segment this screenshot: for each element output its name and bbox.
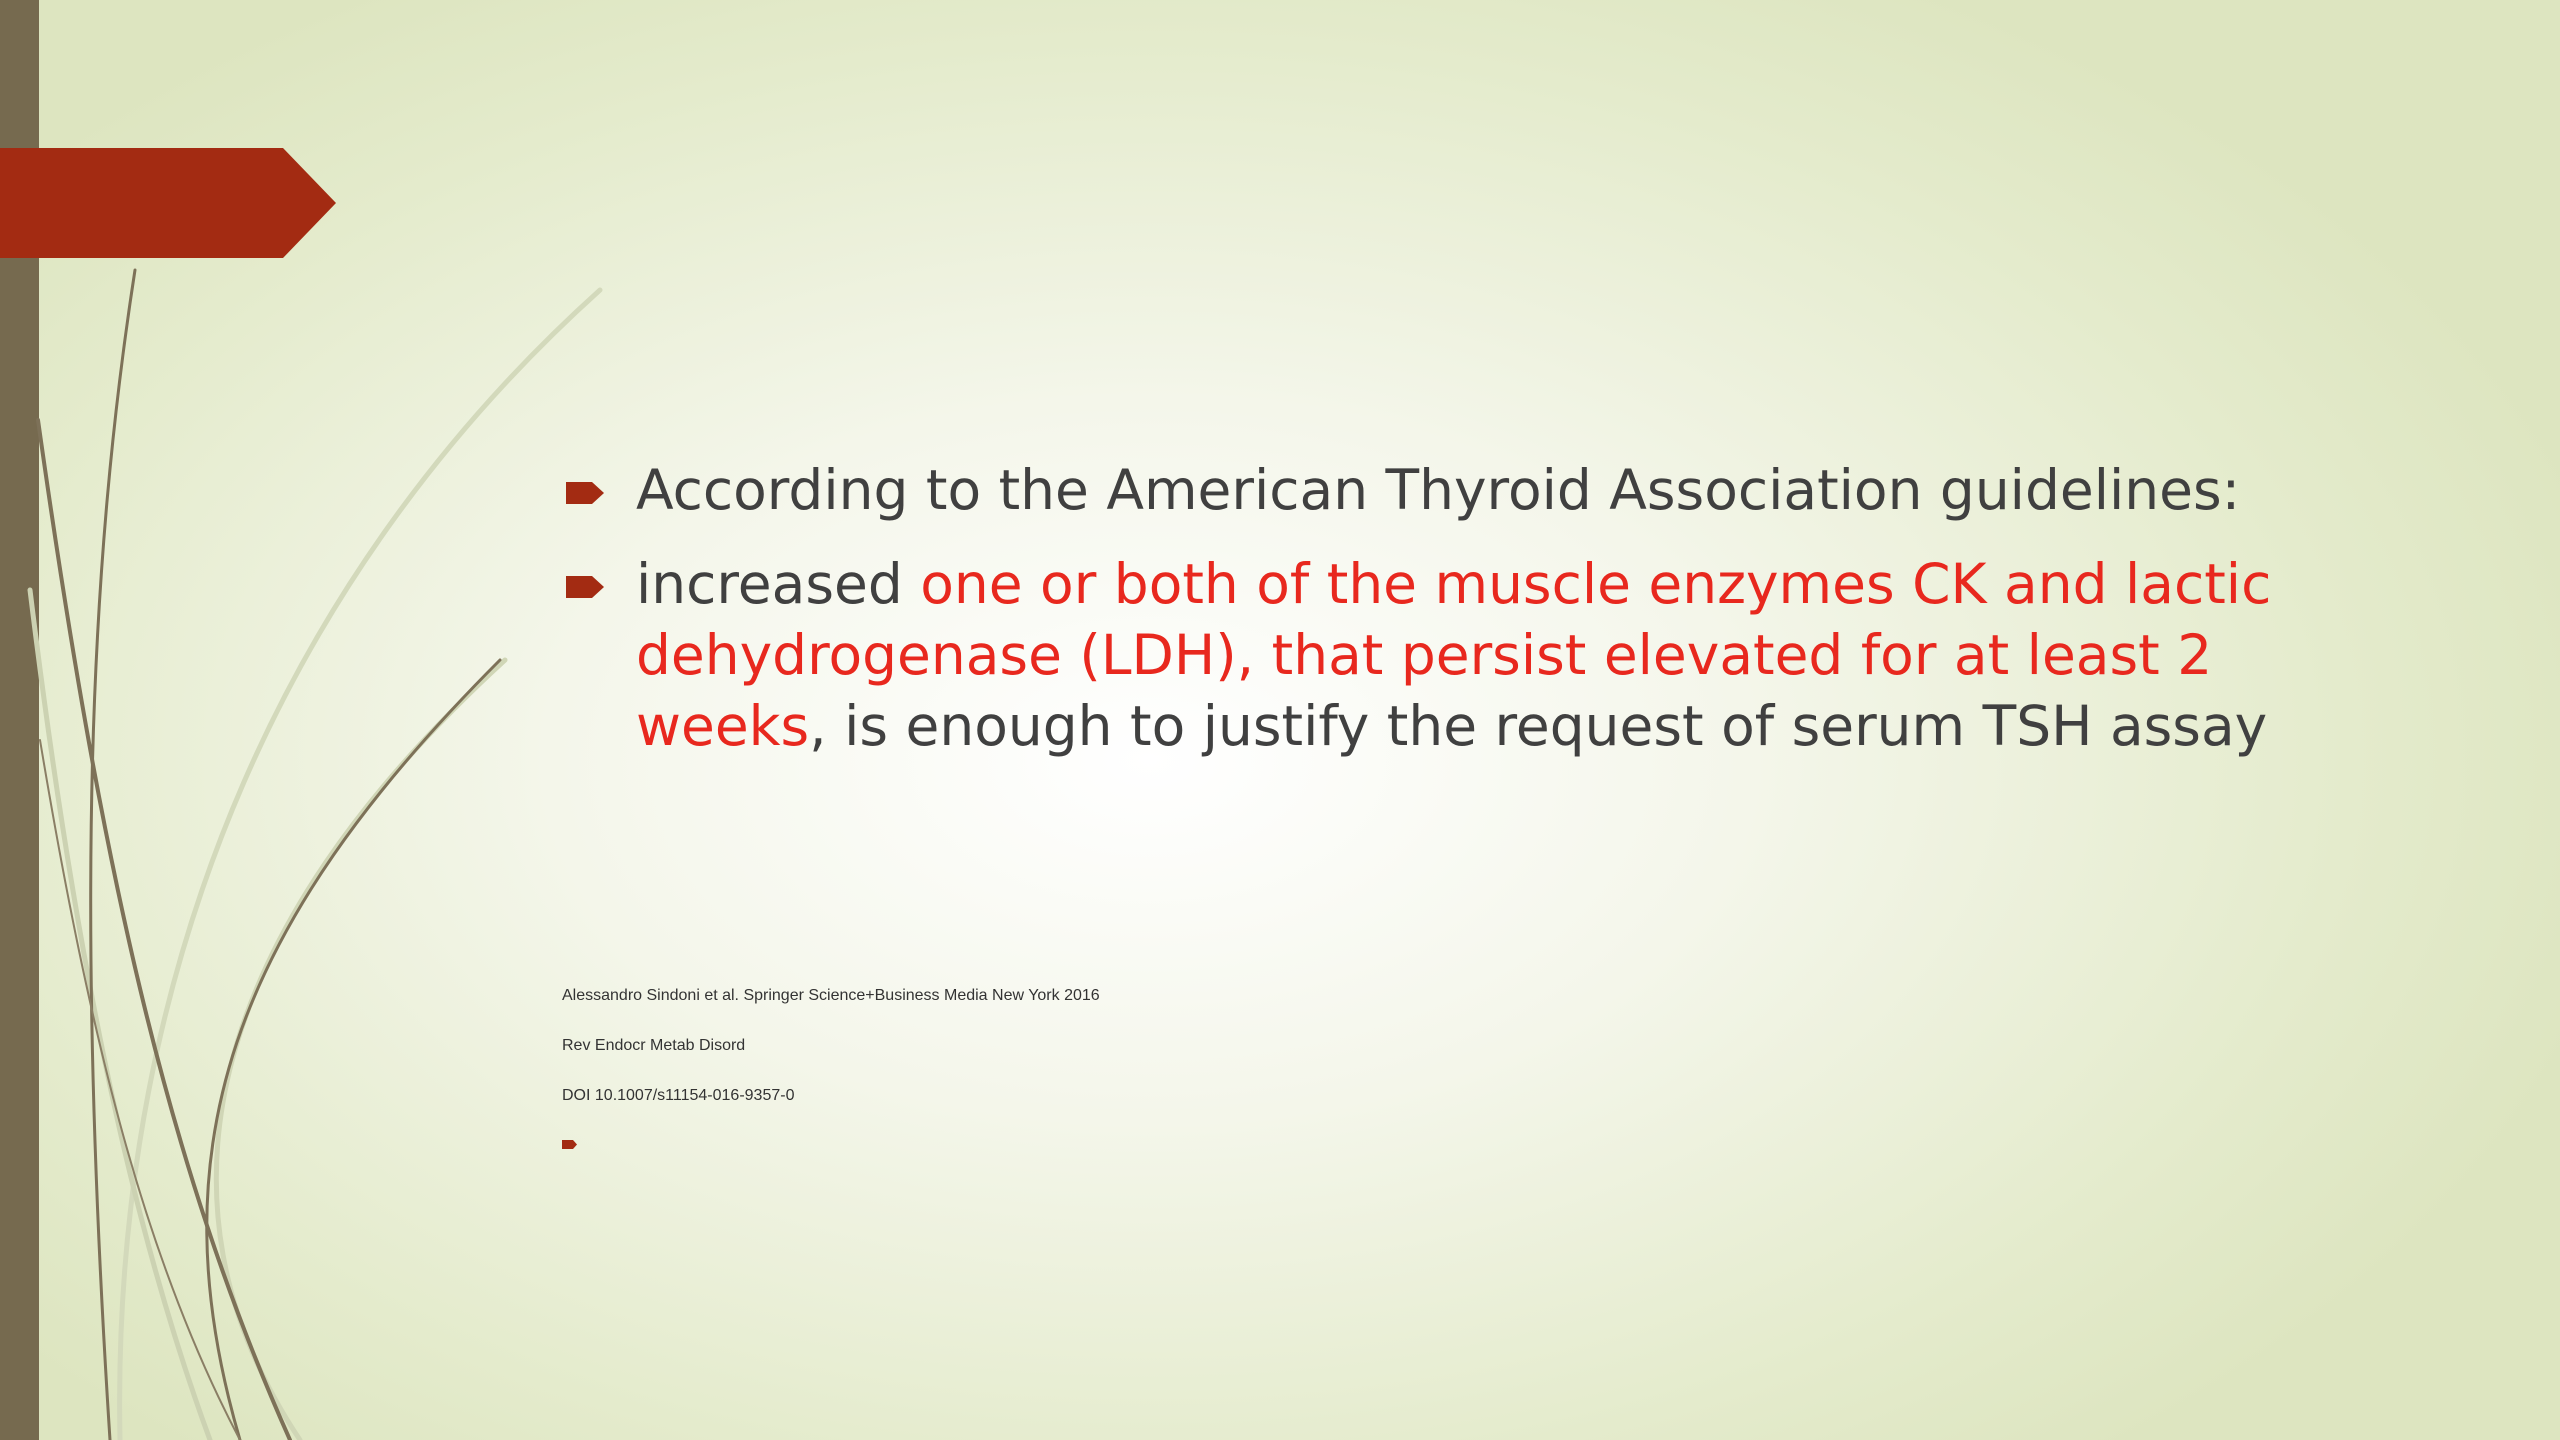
reference-doi: DOI 10.1007/s11154-016-9357-0 — [562, 1087, 795, 1104]
reference-authors: Alessandro Sindoni et al. Springer Science+Business Media New York 2016 — [562, 987, 1100, 1004]
bullet-1-text: According to the American Thyroid Association guidelines: — [636, 458, 2241, 522]
references — [562, 986, 1100, 1136]
right-arrow-bullet-icon — [566, 480, 606, 506]
slide-content — [560, 455, 2400, 785]
bullet-2-lead-text: increased — [636, 552, 921, 616]
empty-bullet-icon — [562, 1140, 578, 1149]
right-arrow-bullet-icon — [566, 574, 606, 600]
bullet-item-2 — [560, 549, 2400, 762]
bullet-2-trail-text: , is enough to justify the request of serum TSH assay — [809, 694, 2268, 758]
bullet-2-highlight-text: one or both of the muscle enzymes CK and lactic dehydrogenase (LDH), that persist elevated for at least 2 weeks — [636, 552, 2272, 758]
bullet-item-1 — [560, 455, 2400, 526]
reference-journal: Rev Endocr Metab Disord — [562, 1037, 746, 1054]
title-arrow-tab — [0, 148, 340, 258]
